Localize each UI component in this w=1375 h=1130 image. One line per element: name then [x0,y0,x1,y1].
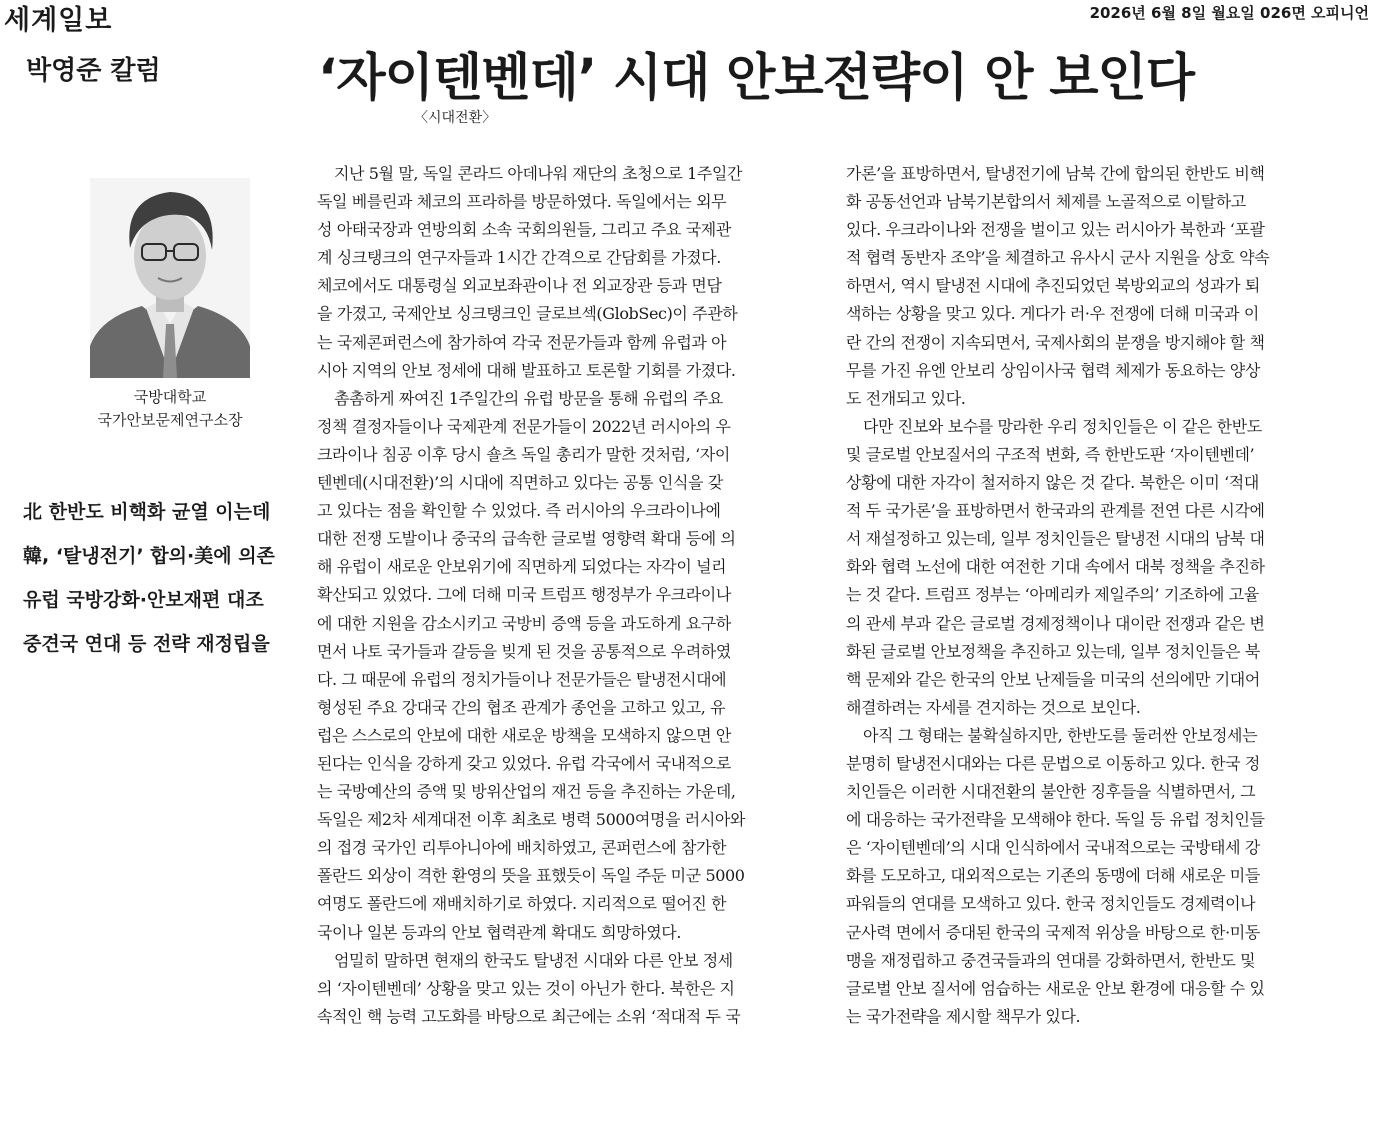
body-line: 는 것 같다. 트럼프 정부는 ‘아메리카 제일주의’ 기조하에 고율 [846,585,1259,605]
body-line: 지난 5월 말, 독일 콘라드 아데나워 재단의 초청으로 1주일간 [334,164,743,183]
body-line: 정책 결정자들이나 국제관계 전문가들이 2022년 러시아의 우 [317,416,731,436]
body-line: 엄밀히 말하면 현재의 한국도 탈냉전 시대와 다른 안보 정세 [334,950,733,970]
body-line: 확산되고 있었다. 그에 더해 미국 트럼프 행정부가 우크라이나 [317,585,731,605]
body-line: 분명히 탈냉전시대와는 다른 문법으로 이동하고 있다. 한국 정 [846,753,1260,773]
body-line: 텐벤데(시대전환)’의 시대에 직면하고 있다는 공통 인식을 갖 [317,473,723,493]
author-portrait [90,178,250,378]
headline: ‘자이텐벤데’ 시대 안보전략이 안 보인다 [318,49,1195,108]
body-line: 하면서, 역시 탈냉전 시대에 추진되었던 북방외교의 성과가 퇴 [846,276,1260,296]
body-line: 화 공동선언과 남북기본합의서 체제를 노골적으로 이탈하고 [846,192,1246,212]
body-line: 아직 그 형태는 불확실하지만, 한반도를 둘러싼 안보정세는 [863,725,1258,745]
body-line: 는 국가전략을 제시할 책무가 있다. [846,1006,1081,1026]
body-line: 적 협력 동반자 조약’을 체결하고 유사시 군사 지원을 상호 약속 [846,248,1270,268]
body-line: 의 접경 국가인 리투아니아에 배치하였고, 콘퍼런스에 참가한 [317,838,727,858]
body-line: 에 대응하는 국가전략을 모색해야 한다. 독일 등 유럽 정치인들 [846,810,1265,830]
body-line: 맹을 재정립하고 중견국들과의 연대를 강화하면서, 한반도 및 [846,950,1256,970]
body-line: 을 가졌고, 국제안보 싱크탱크인 글로브섹(GlobSec)이 주관하 [317,304,738,324]
body-line: 된다는 인식을 강하게 갖고 있었다. 유럽 각국에서 국내적으로 [317,753,731,773]
body-line: 다만 진보와 보수를 망라한 우리 정치인들은 이 같은 한반도 [863,416,1262,436]
body-line: 는 국방예산의 증액 및 방위산업의 재건 등을 추진하는 가운데, [317,782,736,802]
body-line: 무를 가진 유엔 안보리 상임이사국 협력 체제가 동요하는 양상 [846,360,1260,380]
body-line: 여명도 폴란드에 재배치하기로 하였다. 지리적으로 떨어진 한 [317,894,727,914]
body-line: 촘촘하게 짜여진 1주일간의 유럽 방문을 통해 유럽의 주요 [334,388,723,408]
body-line: 면서 나토 국가들과 갈등을 빚게 된 것을 공통적으로 우려하였 [317,641,731,661]
body-line: 군사력 면에서 증대된 한국의 국제적 위상을 바탕으로 한·미동 [846,922,1260,942]
body-line: 럽은 스스로의 안보에 대한 새로운 방책을 모색하지 않으면 안 [317,725,731,745]
body-line: 대한 전쟁 도발이나 중국의 급속한 글로벌 영향력 확대 등에 의 [317,529,736,549]
summary-box [23,490,303,666]
body-line: 해 유럽이 새로운 안보위기에 직면하게 되었다는 자각이 널리 [317,557,727,577]
body-line: 의 ‘자이텐벤데’ 상황을 맞고 있는 것이 아닌가 한다. 북한은 지 [317,978,735,998]
body-line: 서 재설정하고 있는데, 일부 정치인들은 탈냉전 시대의 남북 대 [846,529,1265,549]
article-column-1 [317,160,827,1031]
body-line: 에 대한 지원을 감소시키고 국방비 증액 등을 과도하게 요구하 [317,613,731,633]
body-line: 고 있다는 점을 확인할 수 있었다. 즉 러시아의 우크라이나에 [317,501,721,521]
body-line: 다. 그 때문에 유럽의 정치가들이나 전문가들은 탈냉전시대에 [317,669,727,689]
body-line: 해결하려는 자세를 견지하는 것으로 보인다. [846,697,1141,717]
body-line: 크라이나 침공 이후 당시 숄츠 독일 총리가 말한 것처럼, ‘자이 [317,444,730,464]
body-line: 치인들은 이러한 시대전환의 불안한 징후들을 식별하면서, 그 [846,782,1256,802]
body-line: 형성된 주요 강대국 간의 협조 관계가 종언을 고하고 있고, 유 [317,697,726,717]
author-title: 국가안보문제연구소장 [97,411,243,429]
newspaper-masthead: 세계일보 [4,5,113,36]
body-line: 시아 지역의 안보 정세에 대해 발표하고 토론할 기회를 가졌다. [317,360,736,380]
body-line: 체코에서도 대통령실 외교보좌관이나 전 외교장관 등과 면담 [317,276,722,296]
body-line: 국이나 일본 등과의 안보 협력관계 확대도 희망하였다. [317,922,682,942]
body-line: 폴란드 외상이 격한 환영의 뜻을 표했듯이 독일 주둔 미군 5000 [317,866,745,886]
body-line: 은 ‘자이텐벤데’의 시대 인식하에서 국내적으로는 국방태세 강 [846,838,1260,858]
article-column-2 [846,160,1359,1031]
body-line: 화를 도모하고, 대외적으로는 기존의 동맹에 더해 새로운 미들 [846,866,1260,886]
body-line: 화된 글로벌 안보정책을 추진하고 있는데, 일부 정치인들은 북 [846,641,1260,661]
author-byline [60,386,280,432]
body-line: 성 아태국장과 연방의회 소속 국회의원들, 그리고 주요 국제관 [317,220,731,240]
subhead: 〈시대전환〉 [414,110,497,126]
body-line: 상황에 대한 자각이 철저하지 않은 것 같다. 북한은 이미 ‘적대 [846,473,1259,493]
body-line: 파워들의 연대를 모색하고 있다. 한국 정치인들도 경제력이나 [846,894,1256,914]
body-line: 속적인 핵 능력 고도화를 바탕으로 최근에는 소위 ‘적대적 두 국 [317,1006,741,1026]
body-line: 독일 베를린과 체코의 프라하를 방문하였다. 독일에서는 외무 [317,192,727,212]
summary-line: 유럽 국방강화·안보재편 대조 [23,589,264,611]
summary-line: 韓, ‘탈냉전기’ 합의·美에 의존 [23,545,275,567]
column-name: 박영준 칼럼 [26,56,161,86]
body-line: 글로벌 안보 질서에 엄습하는 새로운 안보 환경에 대응할 수 있 [846,978,1265,998]
summary-line: 北 한반도 비핵화 균열 이는데 [23,501,271,523]
dateline: 2026년 6월 8일 월요일 026면 오피니언 [1089,4,1369,22]
body-line: 및 글로벌 안보질서의 구조적 변화, 즉 한반도판 ‘자이텐벤데’ [846,444,1255,464]
body-line: 독일은 제2차 세계대전 이후 최초로 병력 5000여명을 러시아와 [317,810,745,830]
body-line: 화와 협력 노선에 대한 여전한 기대 속에서 대북 정책을 추진하 [846,557,1265,577]
body-line: 도 전개되고 있다. [846,388,966,408]
body-line: 는 국제콘퍼런스에 참가하여 각국 전문가들과 함께 유럽과 아 [317,332,727,352]
body-line: 계 싱크탱크의 연구자들과 1시간 간격으로 간담회를 가졌다. [317,248,721,268]
author-affiliation: 국방대학교 [133,388,207,406]
body-line: 있다. 우크라이나와 전쟁을 벌이고 있는 러시아가 북한과 ‘포괄 [846,220,1265,240]
body-line: 적 두 국가론’을 표방하면서 한국과의 관계를 전연 다른 시각에 [846,501,1265,521]
body-line: 가론’을 표방하면서, 탈냉전기에 남북 간에 합의된 한반도 비핵 [846,164,1265,183]
body-line: 의 관세 부과 같은 글로벌 경제정책이나 대이란 전쟁과 같은 변 [846,613,1265,633]
summary-line: 중견국 연대 등 전략 재정립을 [23,633,270,655]
author-photo-graphic [90,178,250,378]
body-line: 란 간의 전쟁이 지속되면서, 국제사회의 분쟁을 방지해야 할 책 [846,332,1265,352]
body-line: 핵 문제와 같은 한국의 안보 난제들을 미국의 선의에만 기대어 [846,669,1260,689]
body-line: 색하는 상황을 맞고 있다. 게다가 러·우 전쟁에 더해 미국과 이 [846,304,1259,324]
